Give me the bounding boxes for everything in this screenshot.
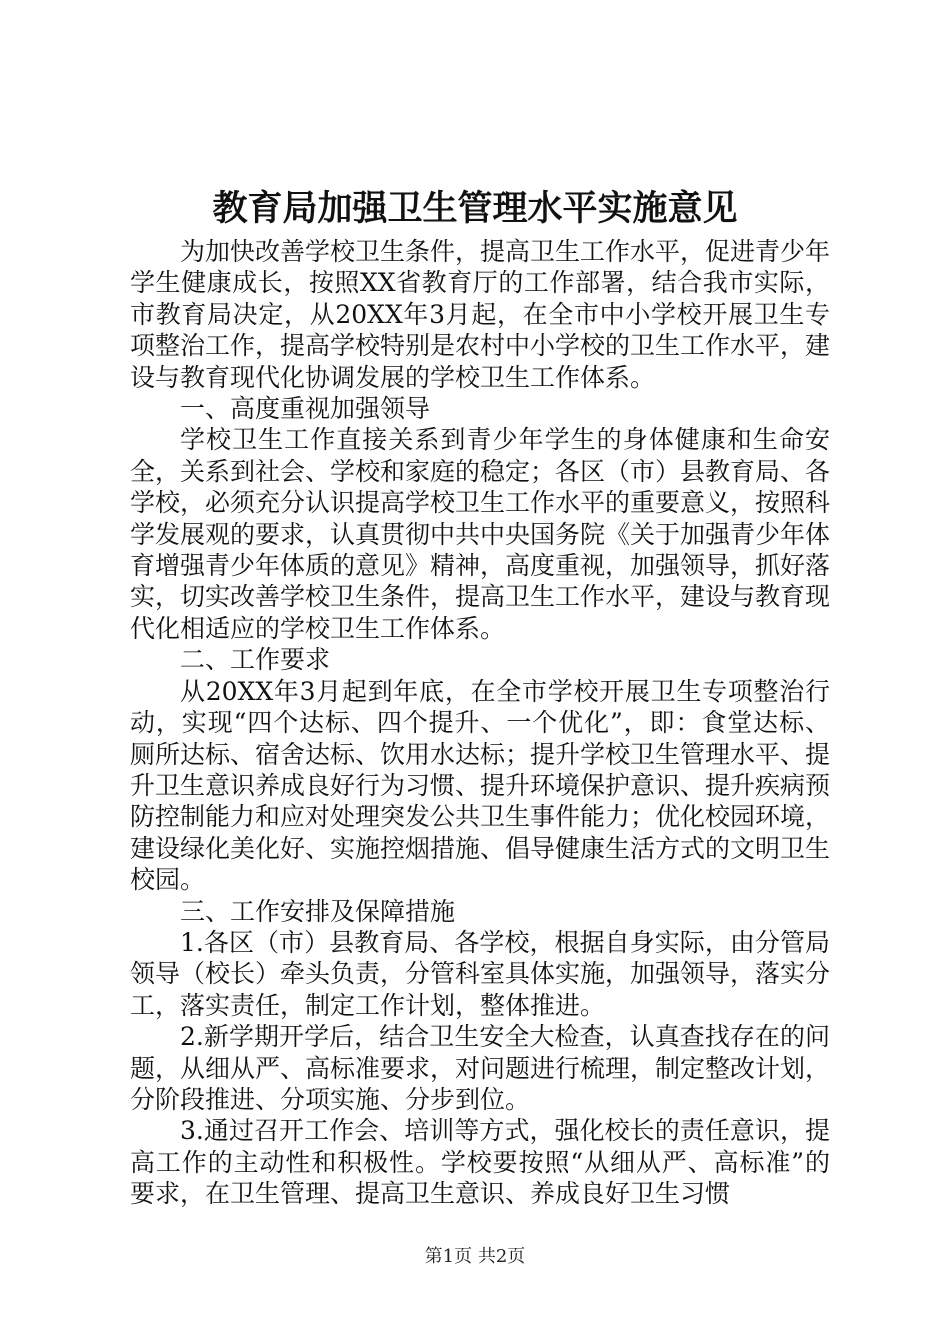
measure-item-3: 3.通过召开工作会、培训等方式，强化校长的责任意识，提高工作的主动性和积极性。学校要按照“从细从严、高标准”的要求，在卫生管理、提高卫生意识、养成良好卫生习惯	[130, 1116, 830, 1209]
measure-item-1: 1.各区（市）县教育局、各学校，根据自身实际，由分管局领导（校长）牵头负责，分管科室具体实施，加强领导，落实分工，落实责任，制定工作计划，整体推进。	[130, 927, 831, 1020]
section-2-paragraph: 从20XX年3月起到年底，在全市学校开展卫生专项整治行动，实现“四个达标、四个提升、一个优化”，即：食堂达标、厕所达标、宿舍达标、饮用水达标；提升学校卫生管理水平、提升卫生意识养成良好行为习惯、提升环境保护意识、提升疾病预防控制能力和应对处理突发公共卫生事件能力；优化校园环境，建设绿化美化好、实施控烟措施、倡导健康生活方式的文明卫生校园。	[130, 676, 831, 895]
page-number-footer: 第1页 共2页	[424, 1246, 526, 1267]
document-body	[130, 236, 830, 1210]
document-title: 教育局加强卫生管理水平实施意见	[212, 188, 738, 229]
section-1-paragraph: 学校卫生工作直接关系到青少年学生的身体健康和生命安全，关系到社会、学校和家庭的稳定；各区（市）县教育局、各学校，必须充分认识提高学校卫生工作水平的重要意义，按照科学发展观的要求，认真贯彻中共中央国务院《关于加强青少年体育增强青少年体质的意见》精神，高度重视，加强领导，抓好落实，切实改善学校卫生条件，提高卫生工作水平，建设与教育现代化相适应的学校卫生工作体系。	[130, 425, 831, 643]
section-heading-3: 三、工作安排及保障措施	[180, 896, 456, 926]
section-heading-1: 一、高度重视加强领导	[180, 394, 431, 424]
section-heading-2: 二、工作要求	[180, 645, 331, 675]
measure-item-2: 2.新学期开学后，结合卫生安全大检查，认真查找存在的问题，从细从严、高标准要求，对问题进行梳理，制定整改计划，分阶段推进、分项实施、分步到位。	[130, 1022, 831, 1114]
intro-paragraph: 为加快改善学校卫生条件，提高卫生工作水平，促进青少年学生健康成长，按照XX省教育厅的工作部署，结合我市实际，市教育局决定，从20XX年3月起，在全市中小学校开展卫生专项整治工作，提高学校特别是农村中小学校的卫生工作水平，建设与教育现代化协调发展的学校卫生工作体系。	[130, 237, 831, 392]
